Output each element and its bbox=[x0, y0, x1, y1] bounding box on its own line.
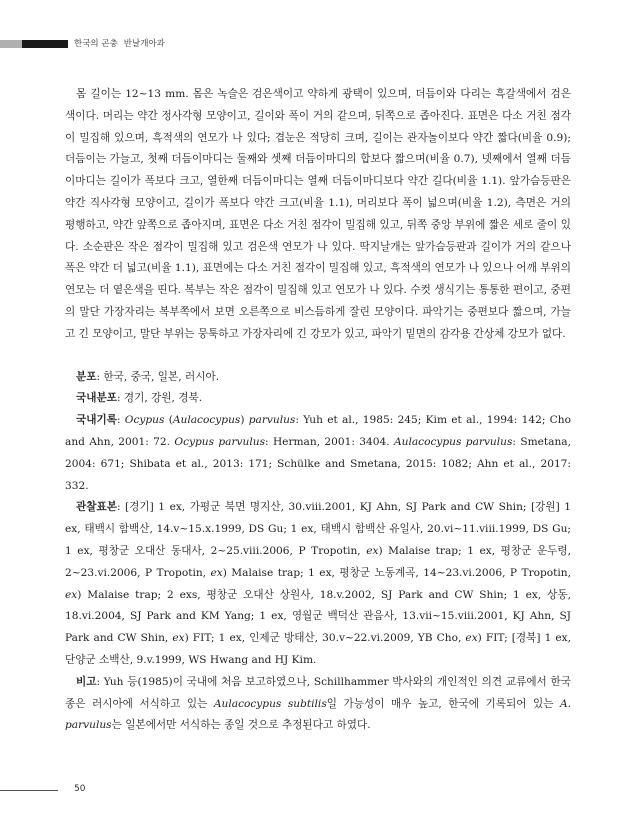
text-run: : [경기] 1 ex, 가평군 북면 명지산, 30.viii.2001, KJ Ahn, SJ Park and CW Shin; [강원] 1 ex, 태백시 함백산, 14.v~15.x.1999, DS Gu; 1 ex, 태백시 함백산 유일사, 20.vi~11.viii.1999, DS Gu; 1 ex, 평창군 오대산 동대사, 2~25.viii.2006, P Tropotin, bbox=[65, 501, 571, 557]
footer-rule bbox=[0, 790, 58, 791]
running-header bbox=[74, 37, 165, 49]
header-accent-bar-grey bbox=[0, 40, 22, 48]
italic-taxon-text: parvulus bbox=[248, 414, 296, 427]
remarks-paragraph bbox=[65, 672, 571, 737]
italic-taxon-text: ex bbox=[465, 632, 478, 645]
domestic-distribution-text: : 경기, 강원, 경북. bbox=[116, 392, 203, 405]
specimens-text bbox=[65, 501, 571, 666]
italic-taxon-text: Aulacocypus subtilis bbox=[213, 697, 327, 710]
text-run: ) Malaise trap; 2 exs, 평창군 오대산 상원사, 18.v.2002, SJ Park and CW Shin; 1 ex, 상동, 18.vi.2004, SJ Park and KM Yang; 1 ex, 영월군 백덕산 관음사, 13.vii~15.viii.2001, KJ Ahn, SJ Park and CW Shin, bbox=[65, 588, 571, 645]
text-run: : Yuh 등(1985)이 국내에 처음 보고하였으나, Schillhammer 박사와의 개인적인 의견 교류에서 한국종은 러시아에 서식하고 있는 bbox=[65, 675, 571, 710]
distribution-paragraph bbox=[65, 367, 571, 389]
text-run: : Herman, 2001: 3404. bbox=[265, 435, 394, 448]
italic-taxon-text: ex bbox=[366, 544, 379, 557]
distribution-text: : 한국, 중국, 일본, 러시아. bbox=[96, 370, 220, 383]
italic-taxon-text: Aulacocypus parvulus bbox=[393, 435, 513, 448]
book-title: 한국의 곤충 bbox=[74, 39, 118, 49]
italic-taxon-text: A. parvulus bbox=[65, 697, 571, 732]
domestic-distribution-label: 국내분포 bbox=[76, 392, 117, 405]
specimens-label: 관찰표본 bbox=[76, 501, 117, 514]
text-run: : Smetana, 2004: 671; Shibata et al., 2013: 171; Schülke and Smetana, 2015: 1082; Ahn et al., 2017: 332. bbox=[65, 435, 571, 492]
italic-taxon-text: Ocypus bbox=[124, 414, 165, 427]
specimens-paragraph bbox=[65, 497, 571, 671]
description-paragraph: 몸 길이는 12~13 mm. 몸은 녹슬은 검은색이고 약하게 광택이 있으며, 더듬이와 다리는 흑갈색에서 검은색이다. 머리는 약간 정사각형 모양이고, 길이와 폭이 거의 같으며, 뒤쪽으로 좁아진다. 표면은 다소 거친 점각이 밀집해 있으며, 흑적색의 연모가 나 있다; 겹눈은 적당히 크며, 길이는 관자놀이보다 약간 짧다(비율 0.9); 더듬이는 가늘고, 첫째 더듬이마디는 둘째와 셋째 더듬이마디의 합보다 짧으며(비율 0.7), 넷째에서 열째 더듬이마디는 길이가 폭보다 크고, 열한째 더듬이마디는 열째 더듬이마디보다 약간 길다(비율 1.1). 앞가슴등판은 약간 직사각형 모양이고, 길이가 폭보다 약간 크고(비율 1.1), 머리보다 폭이 넓으며(비율 1.2), 측면은 거의 평행하고, 약간 앞쪽으로 좁아지며, 표면은 다소 거친 점각이 밀집해 있고, 뒤쪽 중앙 부위에 짧은 세로 줄이 있다. 소순판은 작은 점각이 밀집해 있고 검은색 연모가 나 있다. 딱지날개는 앞가슴등판과 길이가 거의 같으나 폭은 약간 더 넓고(비율 1.1), 표면에는 다소 거친 점각이 밀집해 있고, 흑적색의 연모가 나 있으나 어깨 부위의 연모는 더 옅은색을 띤다. 복부는 작은 점각이 밀집해 있고 연모가 나 있다. 수컷 생식기는 통통한 편이고, 중편의 말단 가장자리는 복부쪽에서 보면 오른쪽으로 비스듬하게 잘린 모양이다. 파악기는 중편보다 짧으며, 가늘고 긴 모양이고, 말단 부위는 뭉툭하고 가장자리에 긴 강모가 있고, 파악기 밑면의 감각용 간상체 강모가 없다. bbox=[65, 88, 571, 340]
domestic-records-text bbox=[65, 414, 571, 491]
text-run: 는 일본에서만 서식하는 종일 것으로 추정된다고 하였다. bbox=[111, 719, 371, 732]
text-run: ) FIT; [경북] 1 ex, 단양군 소백산, 9.v.1999, WS Hwang and HJ Kim. bbox=[65, 632, 571, 666]
text-run: ) Malaise trap; 1 ex, 평창군 운두령, 2~23.vi.2006, P Tropotin, bbox=[65, 544, 571, 579]
distribution-label: 분포 bbox=[76, 370, 97, 383]
remarks-label: 비고 bbox=[76, 675, 97, 688]
text-run: ) bbox=[240, 414, 249, 427]
domestic-records-label: 국내기록 bbox=[76, 414, 117, 427]
domestic-distribution-paragraph bbox=[65, 388, 571, 410]
page-number: 50 bbox=[74, 784, 86, 794]
header-accent-bar-black bbox=[22, 40, 68, 48]
text-run: ) Malaise trap; 1 ex, 평창군 노동계곡, 14~23.vi.2006, P Tropotin, bbox=[222, 566, 572, 579]
italic-taxon-text: Aulacocypus bbox=[172, 414, 241, 427]
chapter-title: 반날개아과 bbox=[123, 39, 165, 49]
page-body bbox=[65, 84, 571, 737]
text-run: : Yuh et al., 1985: 245; Kim et al., 1994: 142; Cho and Ahn, 2001: 72. bbox=[65, 414, 571, 448]
domestic-records-paragraph bbox=[65, 410, 571, 497]
italic-taxon-text: Ocypus parvulus bbox=[174, 435, 266, 448]
text-run: ) FIT; 1 ex, 인제군 방태산, 30.v~22.vi.2009, YB Cho, bbox=[184, 632, 466, 645]
text-run: ( bbox=[164, 414, 173, 427]
text-run: : bbox=[116, 414, 125, 427]
text-run: 일 가능성이 매우 높고, 한국에 기록되어 있는 bbox=[326, 697, 560, 710]
italic-taxon-text: ex bbox=[210, 566, 223, 579]
italic-taxon-text: ex bbox=[172, 632, 185, 645]
remarks-text bbox=[65, 676, 571, 732]
italic-taxon-text: ex bbox=[65, 588, 78, 601]
